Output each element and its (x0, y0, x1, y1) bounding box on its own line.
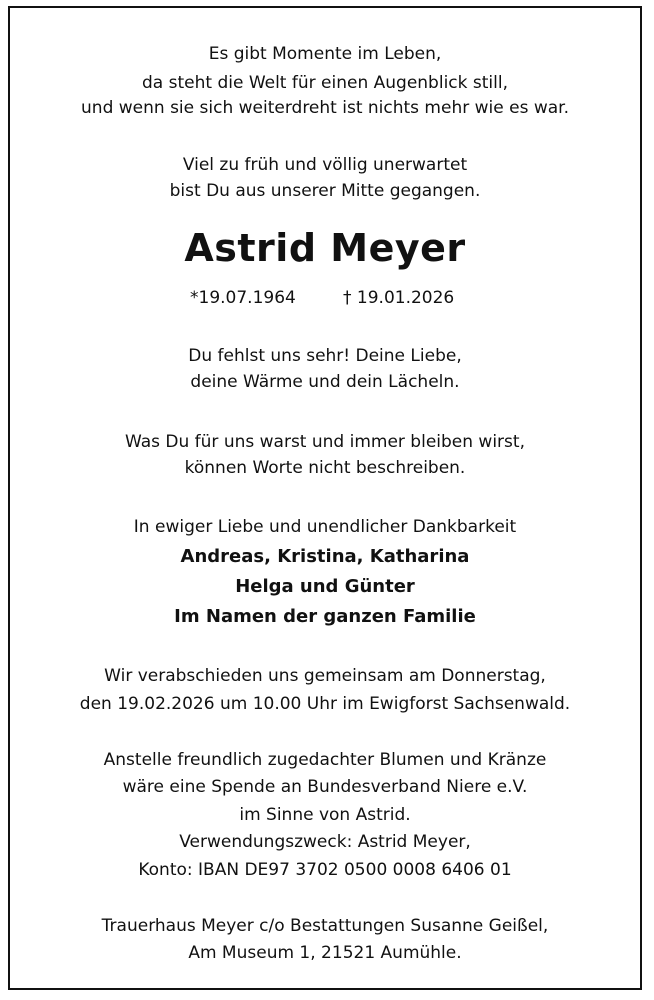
family-line: Andreas, Kristina, Katharina (180, 546, 470, 567)
farewell-line: den 19.02.2026 um 10.00 Uhr im Ewigforst Sachsenwald. (79, 694, 571, 714)
early-line: bist Du aus unserer Mitte gegangen. (169, 181, 481, 201)
words-line: Was Du für uns warst und immer bleiben wirst, (125, 432, 525, 452)
intro-line: Es gibt Momente im Leben, (208, 44, 442, 64)
donation-line: Konto: IBAN DE97 3702 0500 0008 6406 01 (138, 860, 512, 880)
birth-date: *19.07.1964 (190, 288, 296, 308)
donation-line: Anstelle freundlich zugedachter Blumen und Kränze (103, 750, 547, 770)
family-line: Helga und Günter (235, 576, 415, 597)
life-dates (0, 288, 654, 312)
intro-line: und wenn sie sich weiterdreht ist nichts mehr wie es war. (81, 98, 569, 118)
deceased-name: Astrid Meyer (184, 226, 466, 270)
miss-line: deine Wärme und dein Lächeln. (190, 372, 460, 392)
address-line: Trauerhaus Meyer c/o Bestattungen Susanne Geißel, (101, 916, 549, 936)
donation-line: wäre eine Spende an Bundesverband Niere e.V. (122, 777, 528, 797)
death-date: † 19.01.2026 (343, 288, 455, 308)
family-line: Im Namen der ganzen Familie (174, 606, 476, 627)
early-line: Viel zu früh und völlig unerwartet (182, 155, 468, 175)
donation-line: Verwendungszweck: Astrid Meyer, (179, 832, 471, 852)
miss-line: Du fehlst uns sehr! Deine Liebe, (188, 346, 462, 366)
love-line: In ewiger Liebe und unendlicher Dankbarkeit (133, 517, 517, 537)
words-line: können Worte nicht beschreiben. (184, 458, 466, 478)
intro-line: da steht die Welt für einen Augenblick still, (142, 73, 508, 93)
address-line: Am Museum 1, 21521 Aumühle. (188, 943, 462, 963)
farewell-line: Wir verabschieden uns gemeinsam am Donnerstag, (104, 666, 546, 686)
donation-line: im Sinne von Astrid. (239, 805, 411, 825)
